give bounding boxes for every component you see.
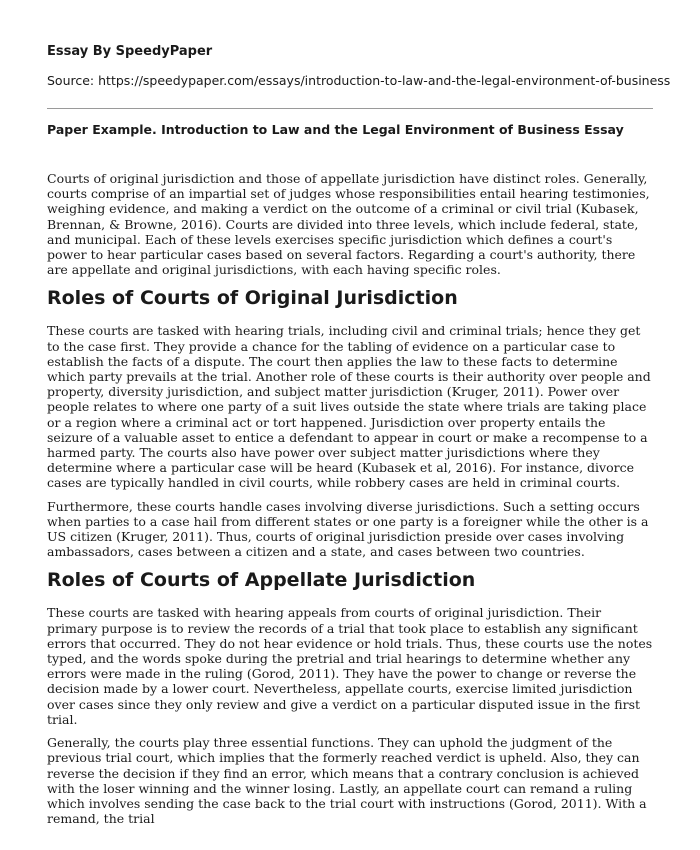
section-heading-appellate: Roles of Courts of Appellate Jurisdiction	[47, 569, 476, 592]
paper-title: Paper Example. Introduction to Law and the Legal Environment of Business Essay	[47, 122, 624, 137]
appellate-paragraph-2: Generally, the courts play three essential functions. They can uphold the judgment of the previous trial court, which implies that the formerly reached verdict is upheld. Also, they can reverse the decision if they find an error, which means that a contrary conclusion is achieved with the loser winning and the winner losing. Lastly, an appellate court can remand a ruling which involves sending the case back to the trial court with instructions (Gorod, 2011). With a remand, the trial	[47, 735, 647, 827]
original-paragraph-1: These courts are tasked with hearing trials, including civil and criminal trials; hence they get to the case first. They provide a chance for the tabling of evidence on a particular case to establish the facts of a dispute. The court then applies the law to these facts to determine which party prevails at the trial. Another role of these courts is their authority over people and property, diversity jurisdiction, and subject matter jurisdiction (Kruger, 2011). Power over people relates to where one party of a suit lives outside the state where trials are taking place or a region where a criminal act or tort happened. Jurisdiction over property entails the seizure of a valuable asset to entice a defendant to appear in court or make a recompense to a harmed party. The courts also have power over subject matter jurisdictions where they determine where a particular case will be heard (Kubasek et al, 2016). For instance, divorce cases are typically handled in civil courts, while robbery cases are held in criminal courts.	[47, 323, 651, 491]
brand-title: Essay By SpeedyPaper	[47, 44, 213, 59]
essay-body	[47, 171, 653, 834]
header-divider	[47, 108, 653, 109]
appellate-paragraph-1: These courts are tasked with hearing appeals from courts of original jurisdiction. Their primary purpose is to review the records of a trial that took place to establish any significant errors that occurred. They do not hear evidence or hold trials. Thus, these courts use the notes typed, and the words spoke during the pretrial and trial hearings to determine whether any errors were made in the ruling (Gorod, 2011). They have the power to change or reverse the decision made by a lower court. Nevertheless, appellate courts, exercise limited jurisdiction over cases since they only review and give a verdict on a particular disputed issue in the first trial.	[47, 605, 653, 727]
intro-paragraph: Courts of original jurisdiction and those of appellate jurisdiction have distinct roles. Generally, courts comprise of an impartial set of judges whose responsibilities entail hearing testimonies, weighing evidence, and making a verdict on the outcome of a criminal or civil trial (Kubasek, Brennan, & Browne, 2016). Courts are divided into three levels, which include federal, state, and municipal. Each of these levels exercises specific jurisdiction which defines a court's power to hear particular cases based on several factors. Regarding a court's authority, there are appellate and original jurisdictions, with each having specific roles.	[47, 171, 650, 278]
source-url: Source: https://speedypaper.com/essays/introduction-to-law-and-the-legal-environment-of-business	[47, 73, 671, 88]
original-paragraph-2: Furthermore, these courts handle cases involving diverse jurisdictions. Such a setting occurs when parties to a case hail from different states or one party is a foreigner while the other is a US citizen (Kruger, 2011). Thus, courts of original jurisdiction preside over cases involving ambassadors, cases between a citizen and a state, and cases between two countries.	[47, 498, 649, 560]
section-heading-original: Roles of Courts of Original Jurisdiction	[47, 287, 458, 310]
